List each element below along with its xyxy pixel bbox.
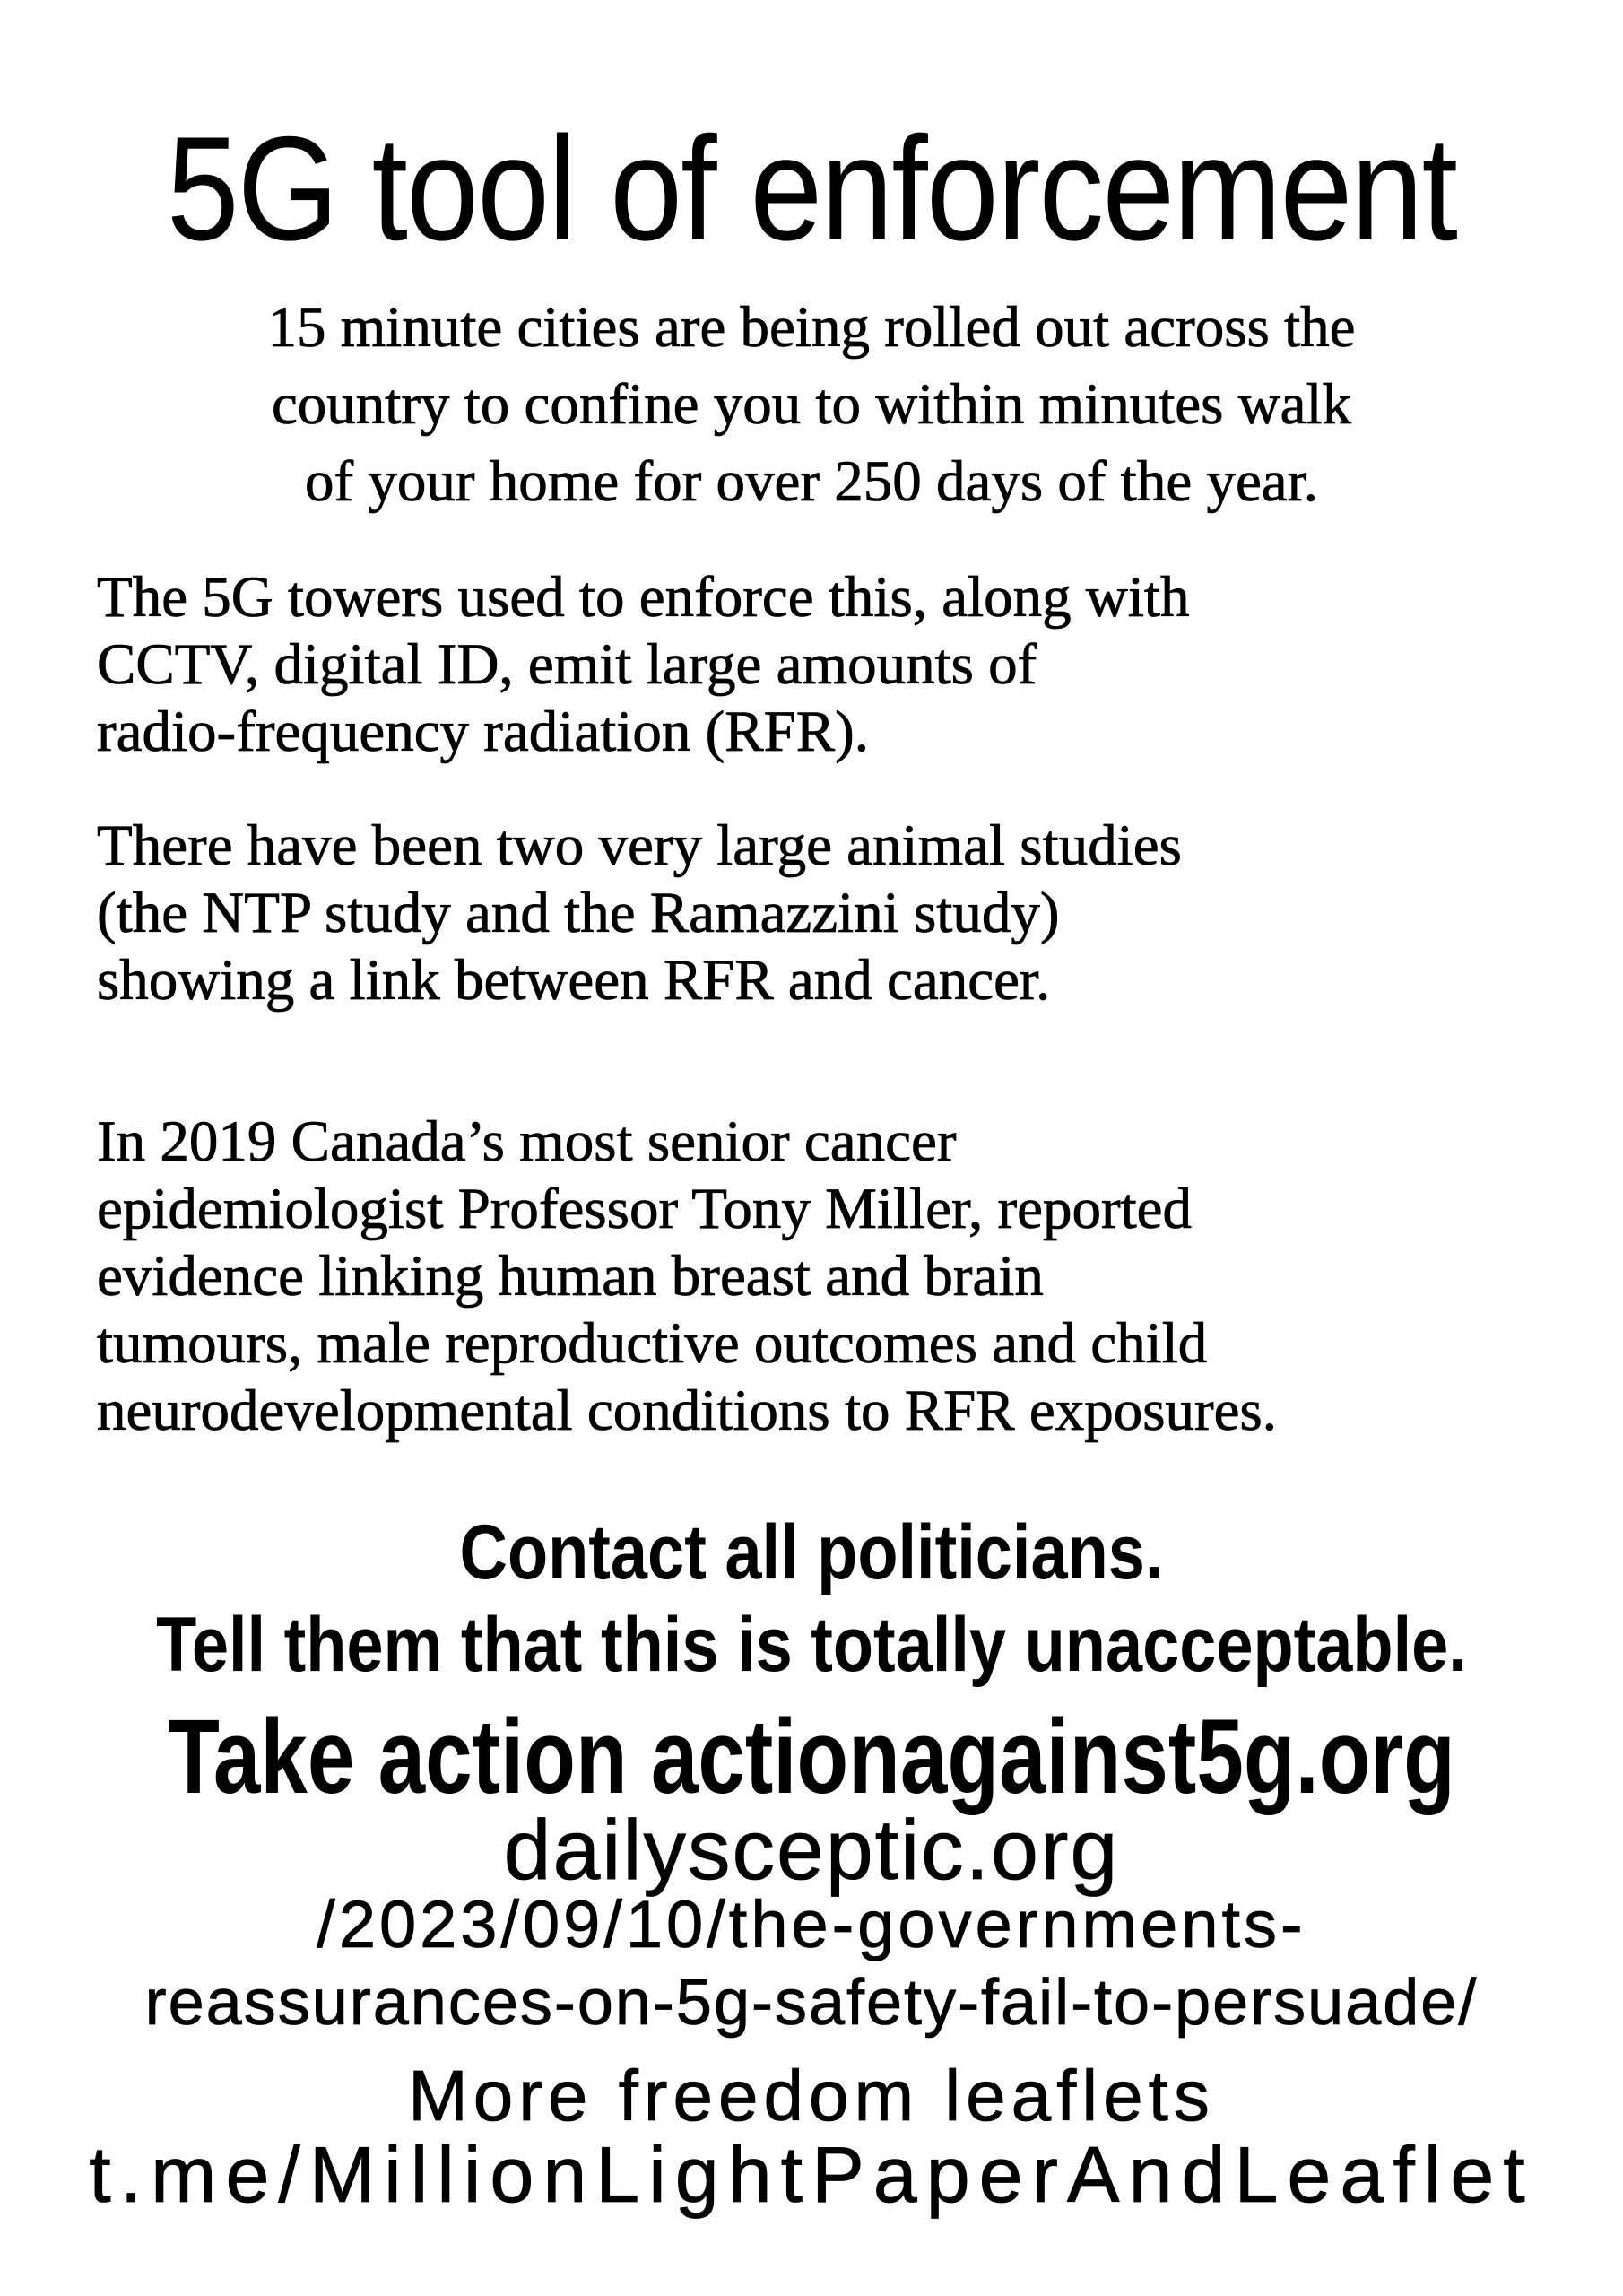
towers-line-2: CCTV, digital ID, emit large amounts of [97,631,1037,697]
studies-line-3: showing a link between RFR and cancer. [97,948,1051,1013]
link-article-path-2: reassurances-on-5g-safety-fail-to-persuade/ [144,1966,1479,2039]
miller-line-5: neurodevelopmental conditions to RFR exposures. [97,1378,1278,1444]
leaflet-title: 5G tool of enforcement [166,106,1457,271]
paragraph-5g-towers [0,564,1623,766]
link-dailysceptic: dailysceptic.org [503,1802,1120,1898]
cta-take-action-url: Take action actionagainst5g.org [168,1697,1455,1816]
more-freedom-leaflets-label: More freedom leaflets [408,2055,1215,2135]
towers-line-1: The 5G towers used to enforce this, along with [97,564,1190,630]
link-telegram: t.me/MillionLightPaperAndLeaflet [89,2129,1534,2219]
intro-paragraph [0,289,1623,521]
studies-line-2: (the NTP study and the Ramazzini study) [97,881,1060,946]
intro-line-1: 15 minute cities are being rolled out across the [267,294,1356,360]
cta-totally-unacceptable: Tell them that this is totally unacceptable. [156,1601,1467,1688]
paragraph-animal-studies [0,813,1623,1014]
intro-line-2: country to confine you to within minutes walk [271,371,1352,437]
miller-line-2: epidemiologist Professor Tony Miller, reported [97,1177,1193,1242]
cta-contact-politicians: Contact all politicians. [459,1509,1164,1596]
intro-line-3: of your home for over 250 days of the year. [305,449,1318,515]
miller-line-3: evidence linking human breast and brain [97,1244,1044,1309]
miller-line-4: tumours, male reproductive outcomes and child [97,1311,1208,1377]
paragraph-tony-miller [0,1109,1623,1445]
studies-line-1: There have been two very large animal studies [97,813,1182,878]
towers-line-3: radio-frequency radiation (RFR). [97,699,869,764]
link-article-path-1: /2023/09/10/the-governments- [317,1886,1306,1961]
miller-line-1: In 2019 Canada’s most senior cancer [97,1109,957,1175]
